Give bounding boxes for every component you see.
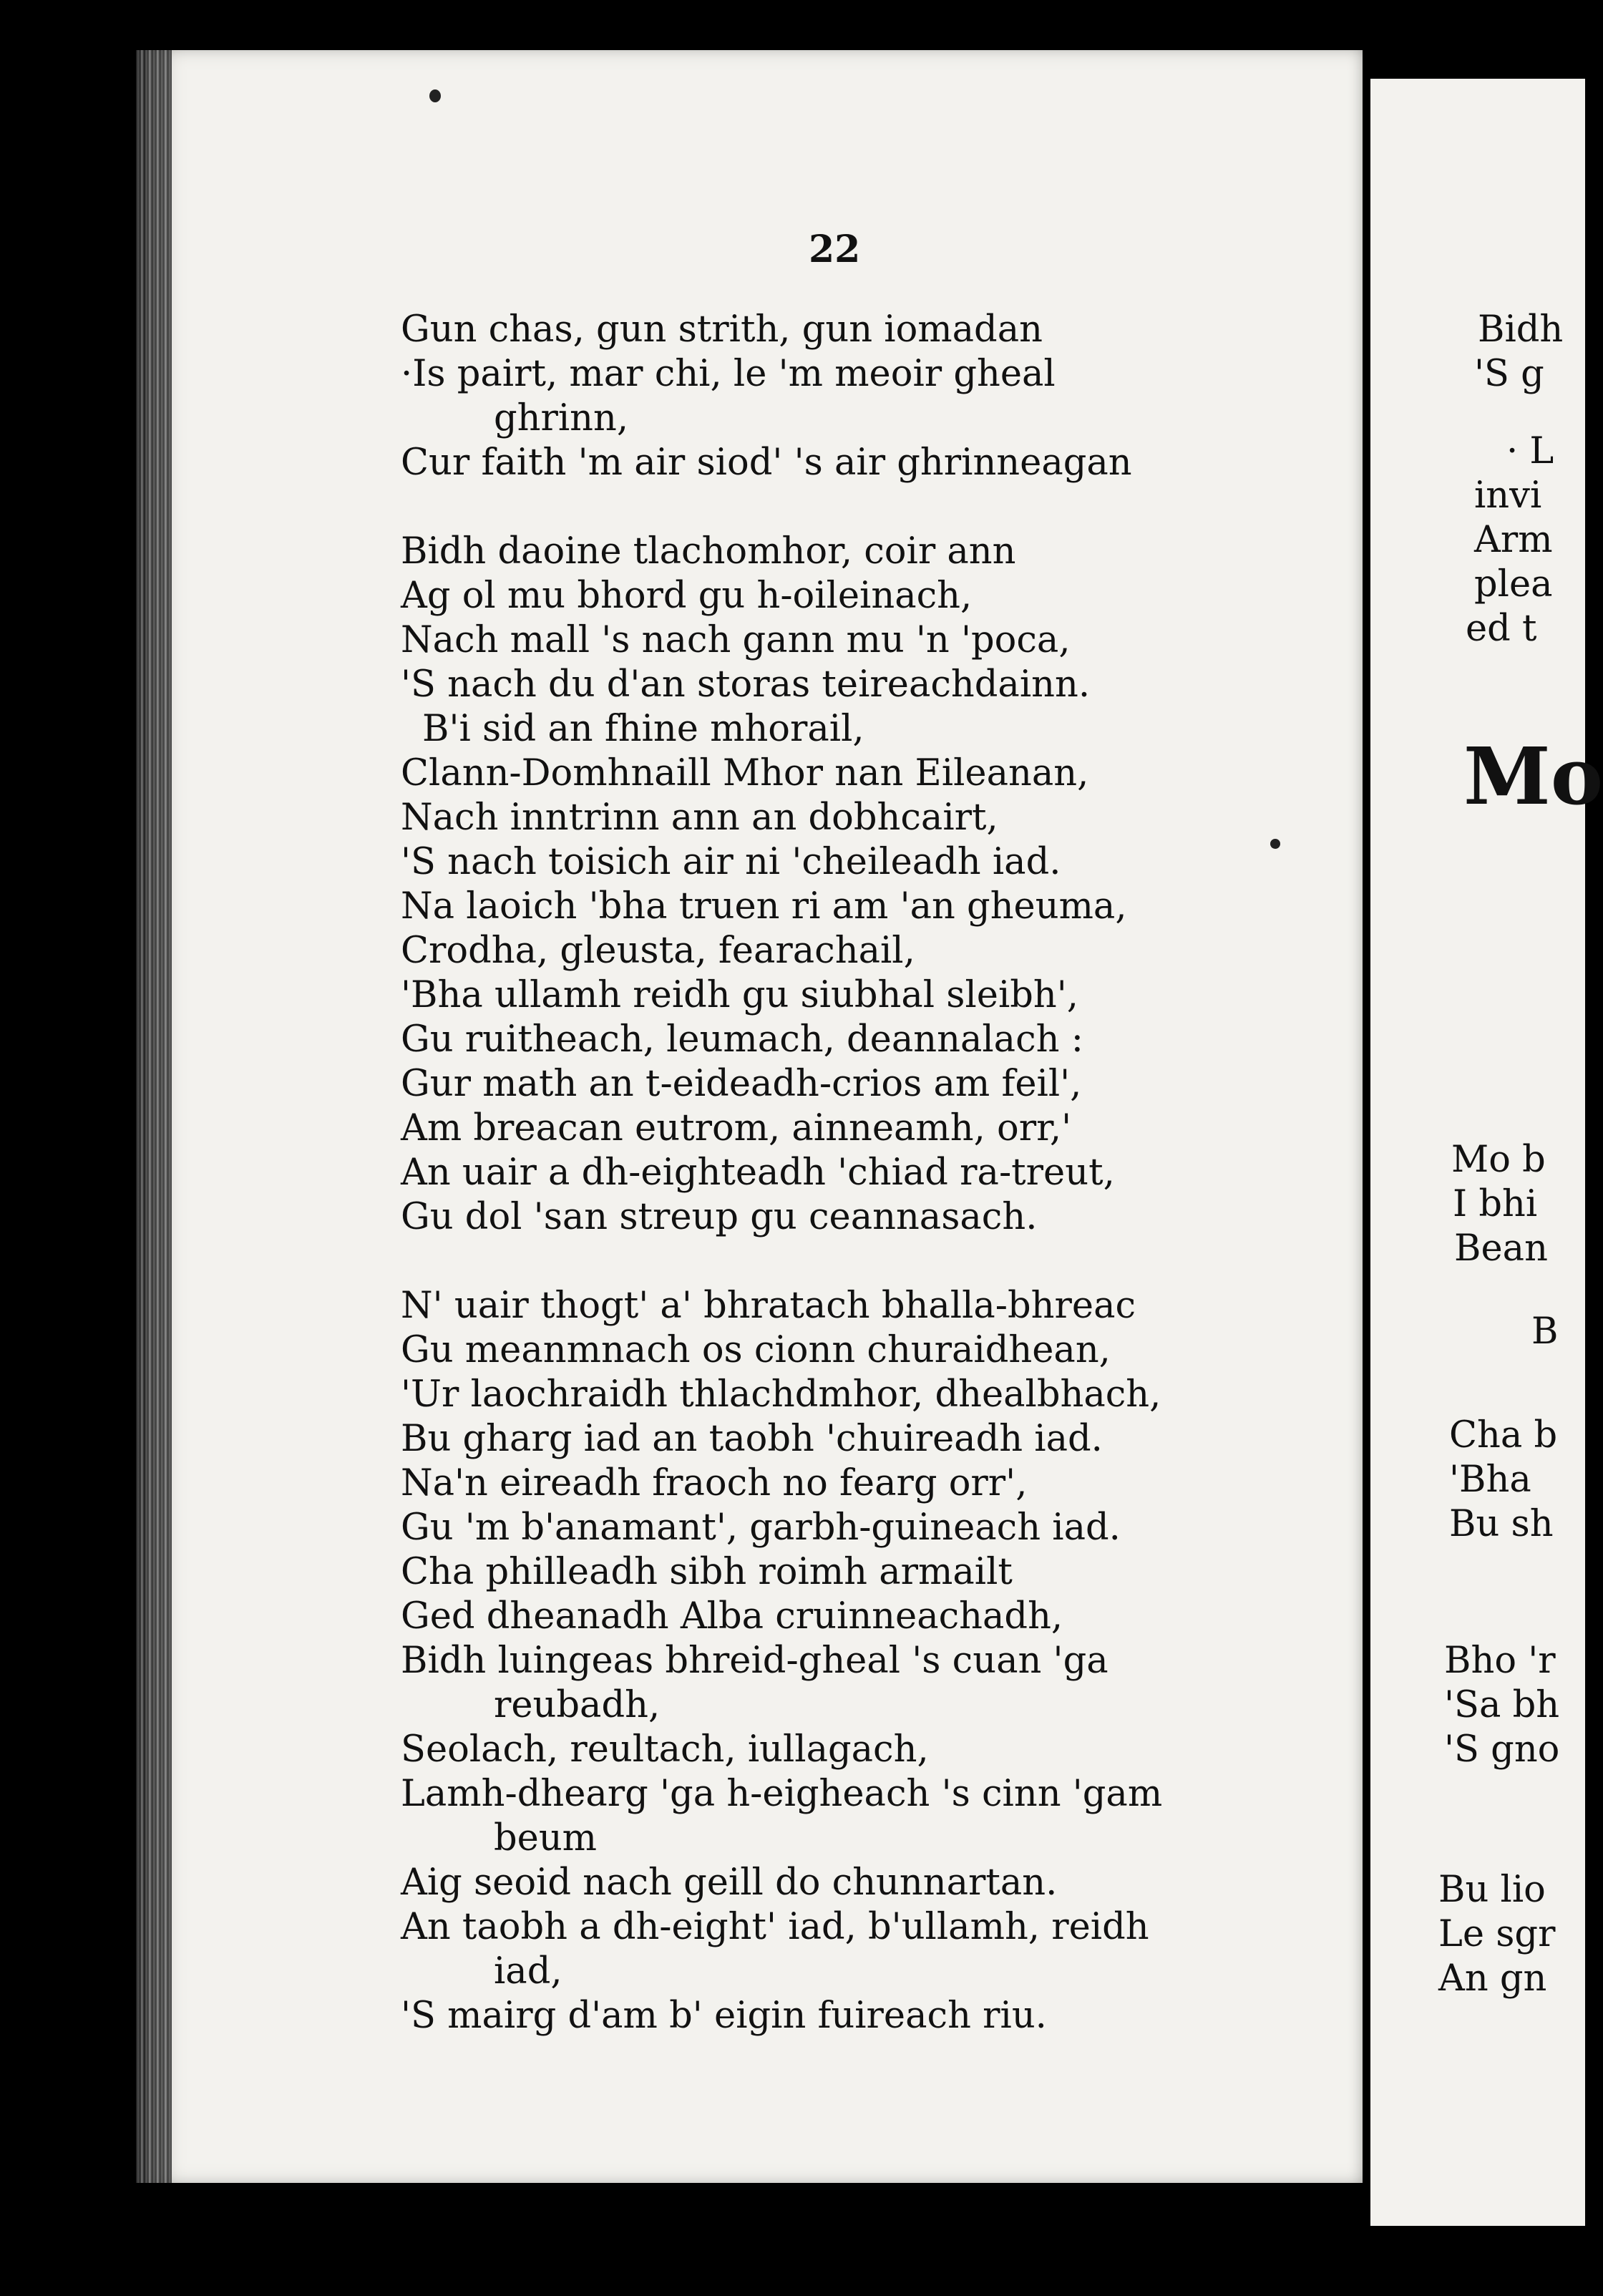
facing-page-fragment: 'Sa bh — [1444, 1684, 1560, 1726]
page-number: 22 — [809, 228, 861, 271]
poem-line: 'S mairg d'am b' eigin fuireach riu. — [401, 1995, 1047, 2037]
poem-line: Na'n eireadh fraoch no fearg orr', — [401, 1462, 1028, 1504]
poem-line: Nach mall 's nach gann mu 'n 'poca, — [401, 619, 1071, 661]
facing-page-fragment: Bu lio — [1438, 1869, 1546, 1911]
facing-page-fragment: Le sgr — [1438, 1913, 1556, 1955]
facing-page-fragment: ed t — [1466, 608, 1537, 650]
poem-text — [401, 308, 1302, 2083]
poem-line: Cha philleadh sibh roimh armailt — [401, 1551, 1013, 1593]
poem-line: iad, — [494, 1950, 562, 1993]
stanza — [401, 308, 1302, 485]
poem-line: 'Ur laochraidh thlachdmhor, dhealbhach, — [401, 1373, 1161, 1416]
poem-line: Bu gharg iad an taobh 'chuireadh iad. — [401, 1418, 1103, 1460]
facing-page-fragment: plea — [1474, 563, 1553, 605]
poem-line: Nach inntrinn ann an dobhcairt, — [401, 797, 998, 839]
facing-page-fragment: 'S gno — [1444, 1728, 1560, 1771]
poem-line: Clann-Domhnaill Mhor nan Eileanan, — [401, 752, 1089, 794]
stanza — [401, 530, 1302, 1240]
poem-line: N' uair thogt' a' bhratach bhalla-bhreac — [401, 1285, 1136, 1327]
poem-line: Gu 'm b'anamant', garbh-guineach iad. — [401, 1507, 1121, 1549]
poem-line: Na laoich 'bha truen ri am 'an gheuma, — [401, 885, 1127, 928]
poem-line: reubadh, — [494, 1684, 661, 1726]
poem-line: Am breacan eutrom, ainneamh, orr,' — [401, 1107, 1072, 1149]
poem-line: Lamh-dhearg 'ga h-eigheach 's cinn 'gam — [401, 1773, 1163, 1815]
book-binding — [136, 50, 172, 2183]
facing-page-fragment: B — [1531, 1310, 1559, 1353]
facing-page-fragment: · L — [1506, 430, 1554, 472]
ink-speck — [429, 89, 441, 102]
poem-line: An taobh a dh-eight' iad, b'ullamh, reidh — [401, 1906, 1149, 1948]
poem-line: 'S nach toisich air ni 'cheileadh iad. — [401, 841, 1061, 883]
facing-page-fragment: Bean — [1454, 1227, 1548, 1270]
poem-line: An uair a dh-eighteadh 'chiad ra-treut, — [401, 1152, 1115, 1194]
poem-line: B'i sid an fhine mhorail, — [422, 708, 864, 750]
poem-line: Ag ol mu bhord gu h-oileinach, — [401, 575, 973, 617]
poem-line: Gun chas, gun strith, gun iomadan — [401, 308, 1043, 351]
poem-line: ghrinn, — [494, 397, 629, 439]
stanza — [401, 1284, 1302, 2038]
poem-line: Crodha, gleusta, fearachail, — [401, 930, 915, 972]
facing-page-fragment: Cha b — [1449, 1414, 1558, 1456]
facing-page-fragment: 'S g — [1474, 353, 1544, 395]
poem-line: ·Is pairt, mar chi, le 'm meoir gheal — [401, 353, 1056, 395]
facing-page-fragment: Bidh — [1478, 308, 1564, 351]
facing-page-fragment: Mo b — [1451, 1139, 1546, 1181]
facing-page-fragment: I bhi — [1453, 1183, 1538, 1225]
facing-page-fragment: Arm — [1474, 519, 1553, 561]
poem-line: 'Bha ullamh reidh gu siubhal sleibh', — [401, 974, 1078, 1016]
poem-line: Seolach, reultach, iullagach, — [401, 1728, 929, 1771]
poem-line: Gu ruitheach, leumach, deannalach : — [401, 1018, 1083, 1061]
poem-line: Cur faith 'm air siod' 's air ghrinneagan — [401, 442, 1132, 484]
poem-line: Aig seoid nach geill do chunnartan. — [401, 1862, 1058, 1904]
poem-line: 'S nach du d'an storas teireachdainn. — [401, 663, 1091, 706]
poem-line: Gur math an t-eideadh-crios am feil', — [401, 1063, 1082, 1105]
facing-page-fragment: invi — [1474, 475, 1542, 517]
facing-page-fragment: 'Bha — [1449, 1459, 1531, 1501]
facing-page-heading: Mo — [1463, 730, 1603, 822]
poem-line: Gu dol 'san streup gu ceannasach. — [401, 1196, 1038, 1238]
poem-line: Bidh daoine tlachomhor, coir ann — [401, 530, 1016, 573]
facing-page-fragment: Bho 'r — [1444, 1640, 1556, 1682]
facing-page-fragment: Bu sh — [1449, 1503, 1554, 1545]
poem-line: Gu meanmnach os cionn churaidhean, — [401, 1329, 1111, 1371]
poem-line: Bidh luingeas bhreid-gheal 's cuan 'ga — [401, 1640, 1109, 1682]
poem-line: beum — [494, 1817, 598, 1859]
facing-page-fragment: An gn — [1438, 1957, 1547, 2000]
poem-line: Ged dheanadh Alba cruinneachadh, — [401, 1595, 1063, 1638]
